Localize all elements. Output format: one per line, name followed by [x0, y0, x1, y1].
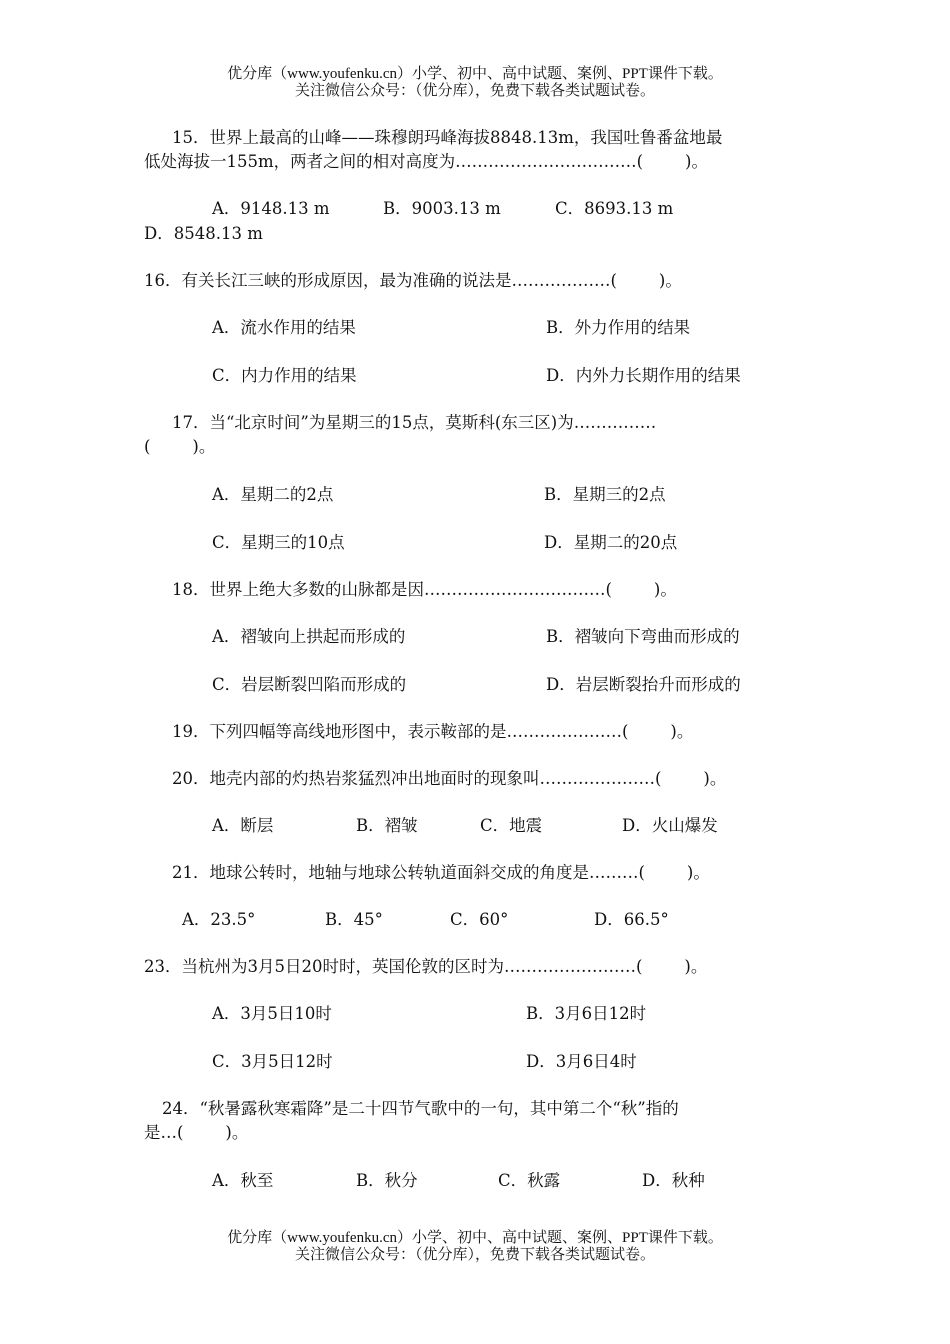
- q23-option-c: C．3月5日12时: [212, 1052, 333, 1071]
- q24-option-c: C．秋露: [498, 1171, 561, 1190]
- q15-option-a: A．9148.13 m: [212, 199, 330, 218]
- q17-option-b: B．星期三的2点: [544, 485, 666, 504]
- question-24-stem: [144, 1097, 679, 1145]
- question-15-line-1: 15．世界上最高的山峰——珠穆朗玛峰海拔8848.13m，我国吐鲁番盆地最: [172, 128, 723, 147]
- question-16-stem: 16．有关长江三峡的形成原因，最为准确的说法是………………( )。: [144, 271, 682, 290]
- page-footer: [0, 1230, 950, 1264]
- q17-option-a: A．星期二的2点: [212, 485, 334, 504]
- q16-option-b: B．外力作用的结果: [546, 318, 691, 337]
- q15-option-c: C．8693.13 m: [555, 199, 674, 218]
- q18-option-c: C．岩层断裂凹陷而形成的: [212, 675, 407, 694]
- q24-option-d: D．秋种: [642, 1171, 705, 1190]
- q20-option-c: C．地震: [480, 816, 543, 835]
- question-20-stem: 20．地壳内部的灼热岩浆猛烈冲出地面时的现象叫…………………( )。: [172, 769, 727, 788]
- q18-option-b: B．褶皱向下弯曲而形成的: [546, 627, 740, 646]
- footer-line-2: 关注微信公众号：（优分库），免费下载各类试题试卷。: [294, 1247, 655, 1263]
- q21-option-a: A．23.5°: [182, 910, 256, 929]
- page-header: [0, 66, 950, 100]
- q15-option-d: D．8548.13 m: [144, 224, 263, 243]
- q23-option-a: A．3月5日10时: [212, 1004, 332, 1023]
- question-17-stem: [144, 411, 656, 459]
- q20-option-a: A．断层: [212, 816, 274, 835]
- question-15-stem: [144, 126, 722, 174]
- q16-option-a: A．流水作用的结果: [212, 318, 356, 337]
- q16-option-c: C．内力作用的结果: [212, 366, 357, 385]
- question-19-stem: 19．下列四幅等高线地形图中，表示鞍部的是…………………( )。: [172, 722, 694, 741]
- header-line-2: 关注微信公众号：（优分库），免费下载各类试题试卷。: [294, 83, 655, 99]
- footer-line-1: 优分库（www.youfenku.cn）小学、初中、高中试题、案例、PPT课件下载。: [227, 1230, 723, 1246]
- question-17-line-2: ( )。: [144, 437, 216, 456]
- question-18-stem: 18．世界上绝大多数的山脉都是因……………………………( )。: [172, 580, 677, 599]
- question-24-line-2: 是…( )。: [144, 1123, 249, 1142]
- question-23-stem: 23．当杭州为3月5日20时时，英国伦敦的区时为……………………( )。: [144, 957, 708, 976]
- q21-option-c: C．60°: [450, 910, 509, 929]
- question-15-line-2: 低处海拔一155m，两者之间的相对高度为……………………………( )。: [144, 152, 708, 171]
- q21-option-b: B．45°: [325, 910, 383, 929]
- q18-option-d: D．岩层断裂抬升而形成的: [546, 675, 741, 694]
- q18-option-a: A．褶皱向上拱起而形成的: [212, 627, 406, 646]
- q23-option-d: D．3月6日4时: [526, 1052, 637, 1071]
- question-17-line-1: 17．当“北京时间”为星期三的15点，莫斯科(东三区)为……………: [172, 413, 657, 432]
- q16-option-d: D．内外力长期作用的结果: [546, 366, 741, 385]
- q23-option-b: B．3月6日12时: [526, 1004, 647, 1023]
- q24-option-a: A．秋至: [212, 1171, 274, 1190]
- q17-option-c: C．星期三的10点: [212, 533, 345, 552]
- q15-option-b: B．9003.13 m: [383, 199, 501, 218]
- q21-option-d: D．66.5°: [594, 910, 669, 929]
- q17-option-d: D．星期二的20点: [544, 533, 678, 552]
- q20-option-d: D．火山爆发: [622, 816, 718, 835]
- q24-option-b: B．秋分: [356, 1171, 418, 1190]
- q20-option-b: B．褶皱: [356, 816, 418, 835]
- question-21-stem: 21．地球公转时，地轴与地球公转轨道面斜交成的角度是………( )。: [172, 863, 710, 882]
- question-24-line-1: 24．“秋暑露秋寒霜降”是二十四节气歌中的一句，其中第二个“秋”指的: [162, 1099, 679, 1118]
- header-line-1: 优分库（www.youfenku.cn）小学、初中、高中试题、案例、PPT课件下载。: [227, 66, 723, 82]
